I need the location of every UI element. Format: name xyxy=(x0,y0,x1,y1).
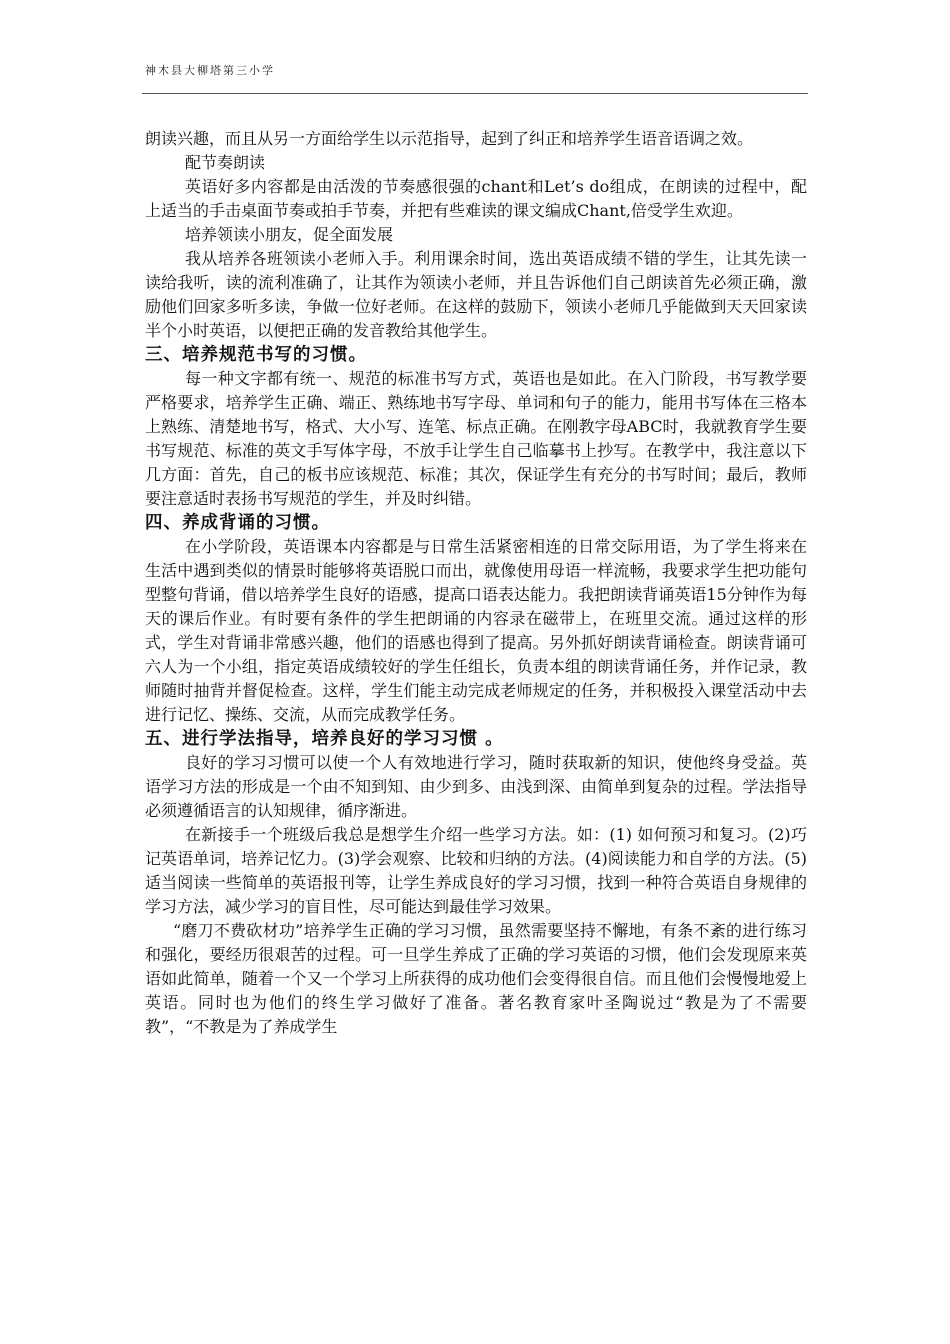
page-header-school: 神木县大柳塔第三小学 xyxy=(145,64,275,77)
paragraph-learning-methods: 在新接手一个班级后我总是想学生介绍一些学习方法。如：(1) 如何预习和复习。(2)巧记英语单词，培养记忆力。(3)学会观察、比较和归纳的方法。(4)阅读能力和自学的方法。(5) 适当阅读一些简单的英语报刊等，让学生养成良好的学习习惯，找到一种符合英语自身规律的学习方法，减少学习的盲目性，尽可能达到最佳学习效果。 xyxy=(145,825,807,916)
header-rule xyxy=(142,93,808,94)
paragraph-1: 朗读兴趣，而且从另一方面给学生以示范指导，起到了纠正和培养学生语音语调之效。 xyxy=(145,129,754,148)
paragraph-conclusion: “磨刀不费砍材功”培养学生正确的学习习惯，虽然需要坚持不懈地，有条不紊的进行练习和强化，要经历很艰苦的过程。可一旦学生养成了正确的学习英语的习惯，他们会发现原来英语如此简单，随着一个又一个学习上所获得的成功他们会变得很自信。而且他们会慢慢地爱上英语。同时也为他们的终生学习做好了准备。著名教育家叶圣陶说过“教是为了不需要教”，“不教是为了养成学生 xyxy=(145,921,807,1036)
paragraph-learning-habits: 良好的学习习惯可以使一个人有效地进行学习，随时获取新的知识，使他终身受益。英语学习方法的形成是一个由不知到知、由少到多、由浅到深、由简单到复杂的过程。学法指导必须遵循语言的认知规律，循序渐进。 xyxy=(145,753,807,820)
paragraph-lead-readers: 我从培养各班领读小老师入手。利用课余时间，选出英语成绩不错的学生，让其先读一读给我听，读的流利准确了，让其作为领读小老师，并且告诉他们自己朗读首先必须正确，激励他们回家多听多读，争做一位好老师。在这样的鼓励下，领读小老师几乎能做到天天回家读半个小时英语，以便把正确的发音教给其他学生。 xyxy=(145,249,807,340)
subheading-lead-readers: 培养领读小朋友，促全面发展 xyxy=(185,225,394,244)
section-heading-4: 四、养成背诵的习惯。 xyxy=(145,513,330,533)
paragraph-chant: 英语好多内容都是由活泼的节奏感很强的chant和Let’s do组成，在朗读的过程中，配上适当的手击桌面节奏或拍手节奏，并把有些难读的课文编成Chant,倍受学生欢迎。 xyxy=(145,177,807,220)
document-body xyxy=(145,127,807,1039)
paragraph-writing: 每一种文字都有统一、规范的标准书写方式，英语也是如此。在入门阶段，书写教学要严格要求，培养学生正确、端正、熟练地书写字母、单词和句子的能力，能用书写体在三格本上熟练、清楚地书写，格式、大小写、连笔、标点正确。在刚教字母ABC时，我就教育学生要书写规范、标准的英文手写体字母，不放手让学生自己临摹书上抄写。在教学中，我注意以下几方面：首先，自己的板书应该规范、标准；其次，保证学生有充分的书写时间；最后，教师要注意适时表扬书写规范的学生，并及时纠错。 xyxy=(145,369,807,508)
section-heading-3: 三、培养规范书写的习惯。 xyxy=(145,345,367,365)
subheading-rhythm-reading: 配节奏朗读 xyxy=(185,153,266,172)
paragraph-recitation: 在小学阶段，英语课本内容都是与日常生活紧密相连的日常交际用语，为了学生将来在生活中遇到类似的情景时能够将英语脱口而出，就像使用母语一样流畅，我要求学生把功能句型整句背诵，借以培养学生良好的语感，提高口语表达能力。我把朗读背诵英语15分钟作为每天的课后作业。有时要有条件的学生把朗诵的内容录在磁带上，在班里交流。通过这样的形式，学生对背诵非常感兴趣，他们的语感也得到了提高。另外抓好朗读背诵检查。朗读背诵可六人为一个小组，指定英语成绩较好的学生任组长，负责本组的朗读背诵任务，并作记录，教师随时抽背并督促检查。这样，学生们能主动完成老师规定的任务，并积极投入课堂活动中去进行记忆、操练、交流，从而完成教学任务。 xyxy=(145,537,807,724)
section-heading-5: 五、进行学法指导，培养良好的学习习惯 。 xyxy=(145,729,504,749)
